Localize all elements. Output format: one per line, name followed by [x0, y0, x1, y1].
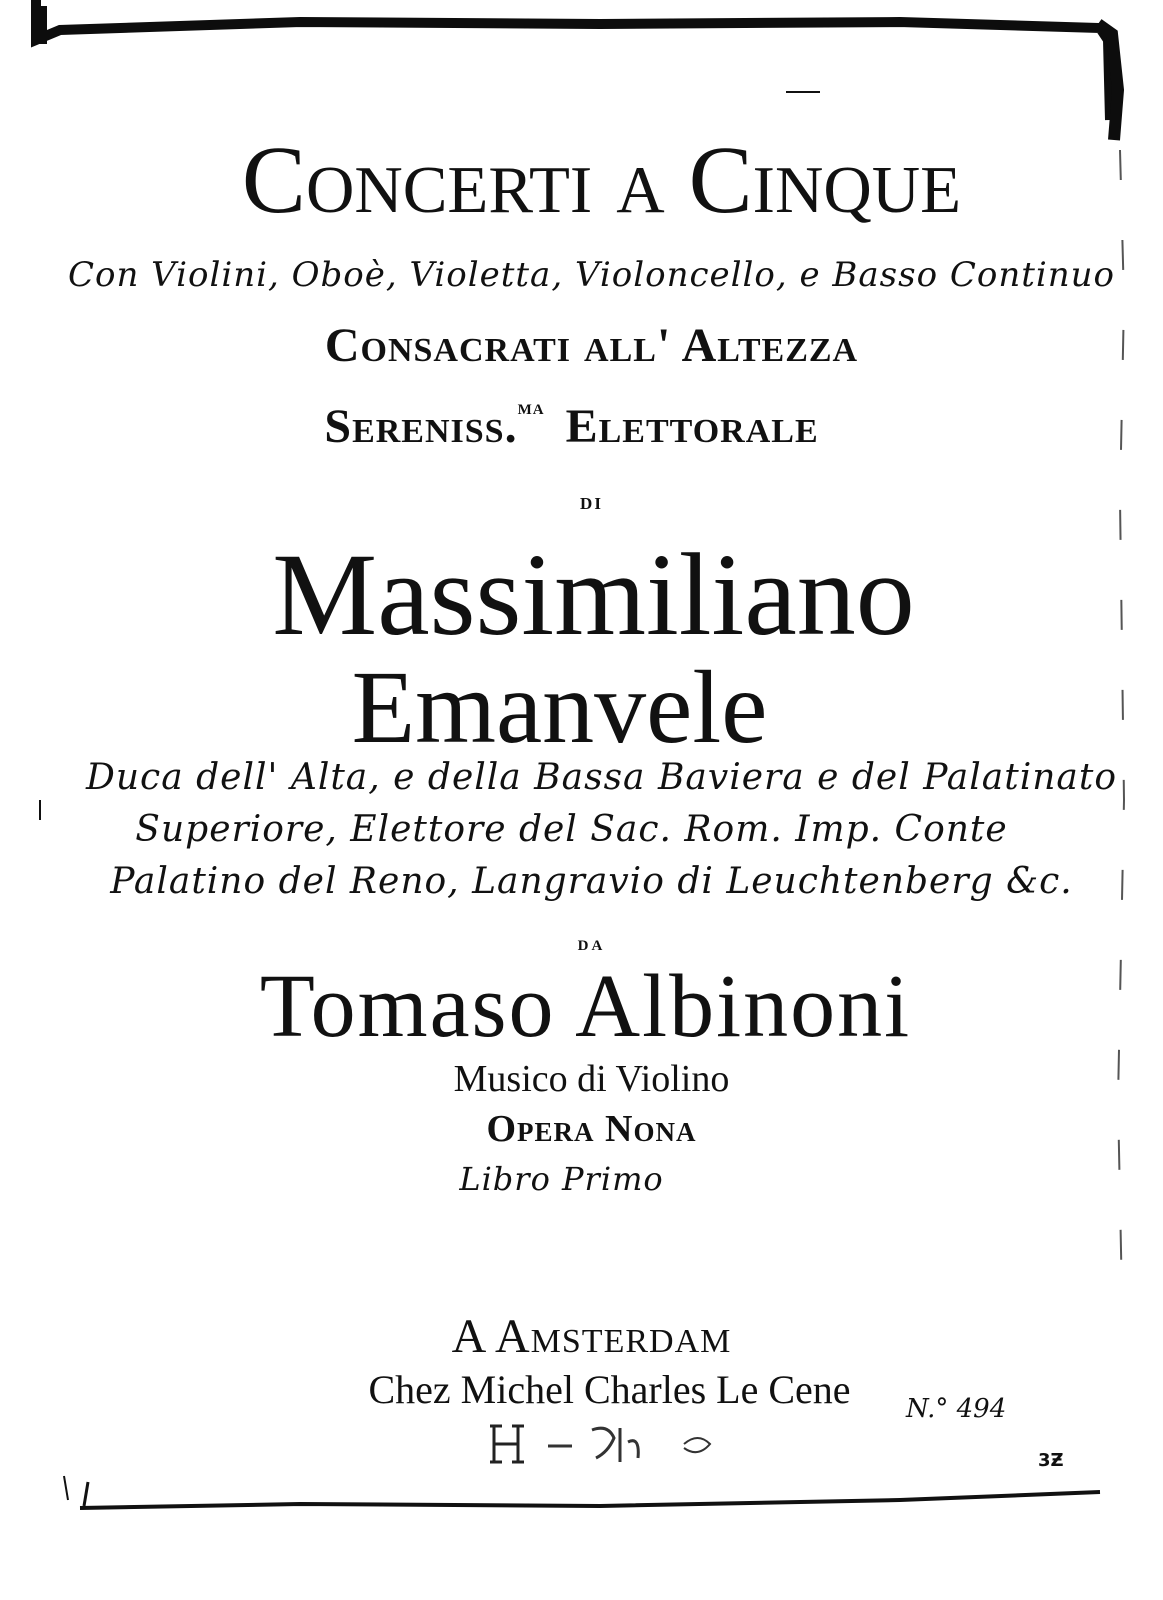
title-heading: Concerti a Cinque [241, 126, 962, 233]
dedication-line-1: Consacrati all' Altezza [324, 319, 859, 372]
handwritten-mark: 3Ƶ [1038, 1450, 1064, 1471]
imprint-publisher: Chez Michel Charles Le Cene [368, 1367, 851, 1412]
imprint-city: A Amsterdam [451, 1310, 732, 1363]
titles-line-1: Duca dell' Alta, e della Bassa Baviera e del Palatinato [85, 757, 1118, 798]
composer-title: Musico di Violino [453, 1058, 730, 1100]
titles-line-2: Superiore, Elettore del Sac. Rom. Imp. Conte [135, 809, 1008, 850]
library-stamp [488, 1418, 728, 1468]
opus-number: Opera Nona [486, 1108, 697, 1150]
instrumentation-line: Con Violini, Oboè, Violetta, Violoncello, e Basso Continuo [67, 255, 1116, 295]
di-line: di [580, 489, 603, 515]
elettorale-text: Elettorale [565, 400, 819, 453]
composer-name: Tomaso Albinoni [259, 957, 912, 1056]
serenissima-text: Sereniss. [324, 400, 518, 453]
dedicatee-name-1: Massimiliano [272, 529, 915, 660]
catalog-number: N.° 494 [906, 1394, 1007, 1424]
da-line: da [577, 930, 606, 955]
titles-line-3: Palatino del Reno, Langravio di Leuchtenberg &c. [110, 861, 1073, 902]
book-number: Libro Primo [459, 1160, 664, 1198]
serenissima-superscript: ma [517, 394, 545, 419]
dedicatee-name-2: Emanvele [351, 650, 768, 765]
dedication-line-2 [0, 396, 1153, 451]
